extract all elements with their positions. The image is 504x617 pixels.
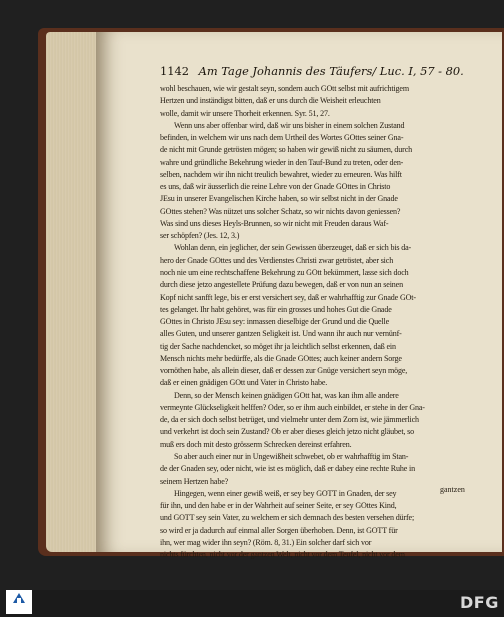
text-line: nichts fürchten, nicht vor der gantzen Welt, nicht vor dem Teufel, nicht vor dem — [160, 550, 405, 560]
text-line: de, da er sich doch selbst betrüget, und vielmehr unter dem Zorn ist, wie jämmerlich — [160, 415, 419, 425]
catchword: gantzen — [440, 485, 465, 494]
text-line: tig der Sache nachdencket, so möget ihr ja leichtlich selbst erkennen, daß ein — [160, 341, 396, 351]
text-line: Hingegen, wenn einer gewiß weiß, er sey bey GOTT in Gnaden, der sey — [174, 488, 397, 498]
text-line: noch nie um eine rechtschaffene Bekehrung zu GOtt bekümmert, lasse sich doch — [160, 267, 409, 277]
text-line: JEsu in unserer Evangelischen Kirche haben, so wir selbst nicht in der Gnade — [160, 194, 398, 204]
text-line: ihn, wer mag wider ihn seyn? (Röm. 8, 31.) Ein solcher darf sich vor — [160, 537, 372, 547]
text-line: de der Gnaden sey, oder nicht, wie ist es möglich, daß er dabey eine rechte Ruhe in — [160, 464, 415, 474]
text-line: Hertzen und inständigst bitten, daß er uns durch die Weisheit erleuchten — [160, 96, 381, 106]
text-line: und verkehrt ist doch sein Zustand? Ob er aber dieses gleich jetzo nicht gläubet, so — [160, 427, 414, 437]
text-line: selben, nachdem wir ihn nicht treulich bewahret, wieder zu erneuren. Was hilft — [160, 169, 402, 179]
text-line: durch diese jetzo angestellete Prüfung dazu bewegen, daß er von nun an seinen — [160, 280, 403, 290]
text-line: Mensch nichts mehr bedürffe, als die Gnade GOttes; auch keiner andern Sorge — [160, 353, 402, 363]
text-line: wahre und gründliche Bekehrung wieder in den Tauf-Bund zu treten, oder den- — [160, 157, 404, 167]
text-line: hero der Gnade GOttes und des Verdienstes Christi zwar getröstet, aber sich — [160, 255, 394, 265]
institution-logo[interactable] — [6, 590, 32, 614]
text-line: Wenn uns aber offenbar wird, daß wir uns bisher in einem solchen Zustand — [174, 120, 405, 130]
text-line: wolle, damit wir unsere Thorheit erkennen. Syr. 51, 27. — [160, 108, 330, 118]
text-line: Kopf nicht sanfft lege, bis er erst versichert sey, daß er wahrhafftig zur Gnade GOt- — [160, 292, 416, 302]
running-head-title: Am Tage Johannis des Täufers/ Luc. I, 57 - 80. — [198, 64, 464, 78]
text-line: Denn, so der Mensch keinen gnädigen GOtt hat, was kan ihm alle andere — [174, 390, 399, 400]
text-line: So aber auch einer nur in Ungewißheit schwebet, ob er wahrhafftig im Stan- — [174, 451, 409, 461]
text-line: vornöthen habe, als allein dieser, daß er dessen zur Gnüge versichert seyn möge, — [160, 366, 408, 376]
running-head — [160, 64, 490, 82]
dfg-logo[interactable]: DFG — [460, 593, 499, 612]
text-line: daß er einen gnädigen GOtt und Vater in Christo habe. — [160, 378, 328, 388]
page-number: 1142 — [160, 64, 189, 78]
text-line: ser schöpfen? (Jes. 12, 3.) — [160, 231, 240, 241]
text-line: muß ers doch mit desto grösserm Schrecken dereinst erfahren. — [160, 439, 352, 449]
text-line: GOttes stehen? Was nützet uns solcher Schatz, so wir nichts davon geniessen? — [160, 206, 401, 216]
text-line: alles Guten, und unserer gantzen Seligkeit ist. Und wann ihr auch nur vernünf- — [160, 329, 402, 339]
text-line: befinden, in welchem wir uns nach dem Urtheil des Wortes GOttes seiner Gna- — [160, 133, 404, 143]
text-line: wohl beschauen, wie wir gestalt seyn, sondern auch GOtt selbst mit aufrichtigem — [160, 84, 409, 93]
text-line: vermeynte Glückseligkeit helffen? Oder, so er ihm auch einbildet, er stehe in der Gna- — [160, 402, 425, 412]
text-line: seinem Hertzen habe? — [160, 476, 229, 486]
text-line: Was sind uns dieses Heyls-Brunnen, so wir nicht mit Freuden daraus Waf- — [160, 218, 389, 228]
text-line: de nicht mit Grunde getrösten mögen; so haben wir gewiß nicht zu säumen, durch — [160, 145, 412, 155]
text-line: Wohlan denn, ein jeglicher, der sein Gewissen überzeuget, daß er sich bis da- — [174, 243, 412, 253]
text-line: so wird er ja dadurch auf einmal aller Sorgen überhoben. Denn, ist GOTT für — [160, 525, 398, 535]
text-line: tes gelanget. Ihr habt gehöret, was für ein grosses und hohes Gut die Gnade — [160, 304, 392, 314]
text-line: es uns, daß wir äusserlich die reine Lehre von der Gnade GOttes in Christo — [160, 182, 391, 192]
viewer-footer — [0, 590, 504, 617]
text-line: und GOTT sey sein Vater, zu welchem er sich demnach des besten versehen dürfe; — [160, 513, 415, 523]
text-line: GOttes in Christo JEsu sey: inmassen dieselbige der Grund und die Quelle — [160, 317, 390, 327]
francke-logo-icon — [12, 592, 26, 604]
text-line: für ihn, und den habe er in der Wahrheit auf seiner Seite, er sey GOttes Kind, — [160, 501, 397, 511]
